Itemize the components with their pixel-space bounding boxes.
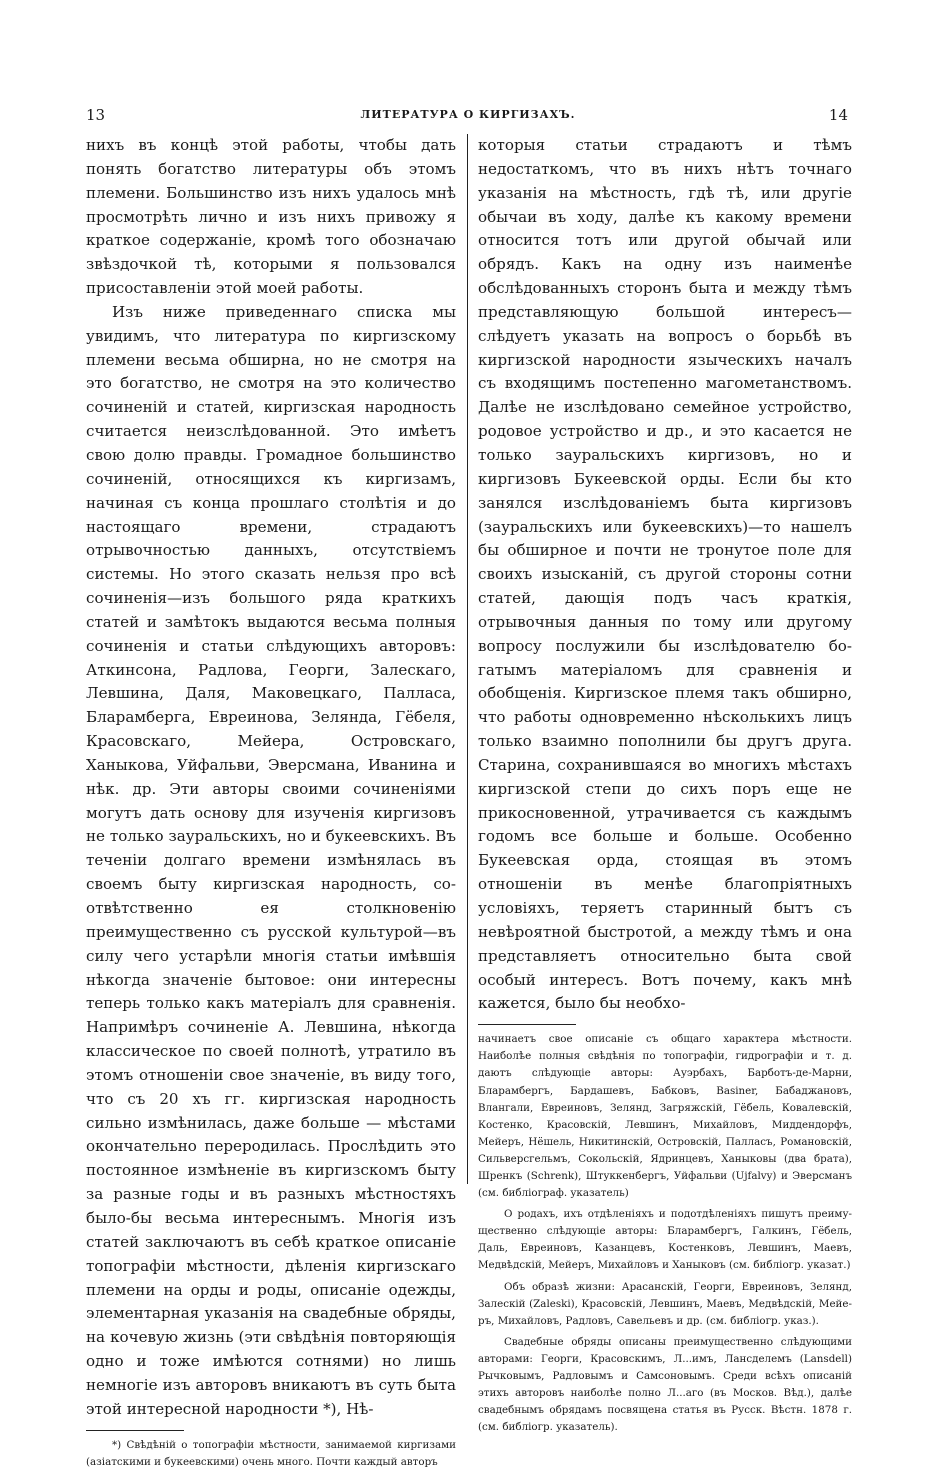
left-paragraph-1: нихъ въ концѣ этой работы, чтобы дать понять богатство литературы объ этомъ племени. Большинство изъ нихъ удалось мнѣ просмотрѣть лично и изъ нихъ привожу я краткое содержаніе, кромѣ того обозначаю звѣздочкой тѣ, которыми я пользовался присоставленіи этой моей работы. [86, 136, 456, 298]
right-footnote-1: начинаетъ свое описаніе съ общаго характера мѣстности. Наиболѣе полныя свѣдѣнія по топографіи, гидрографіи и т. д. даютъ слѣдующіе авторы: Ауэрбахъ, Барботъ-де-Марни, Бларамбергъ, Бардашевъ, Бабковъ, Basiner, Бабаджановъ, Влангали, Евреиновъ, Зелянд, Загряжскій, Гёбель, Ковалевскій, Костенко, Красовскій, Левшинъ, Михайловъ, Миддендорфъ, Мейеръ, Нёшель, Никитинскій, Островскій, Палласъ, Романовскій, Сильверсгельмъ, Сокольскій, Ядринцевъ, Ханыковы (два брата), Шренкъ (Schrenk), Штуккенбергъ, Уйфальви (Ujfalvy) и Эверсманъ (см. библіограф. указатель) [478, 1033, 852, 1200]
right-column [478, 134, 852, 1436]
right-footnote-2: О родахъ, ихъ отдѣленіяхъ и подотдѣленіяхъ пишутъ преимущественно слѣдующіе авторы: Бларамбергъ, Галкинъ, Гёбель, Даль, Евреиновъ, Казанцевъ, Костенковъ, Левшинъ, Маевъ, Медвѣдскій, Мейеръ, Михайловъ и Ханыковъ (см. библіогр. указат.) [478, 1208, 852, 1272]
page-number-left: 13 [86, 106, 106, 124]
running-title: ЛИТЕРАТУРА О КИРГИЗАХЪ. [360, 108, 576, 121]
right-footnote-3: Объ образѣ жизни: Арасанскій, Георги, Евреиновъ, Зелянд, Залескій (Zaleski), Красовскій, Левшинъ, Маевъ, Медвѣдскій, Мейеръ, Михайловъ, Радловъ, Савельевъ и др. (см. библіогр. указ.). [478, 1280, 852, 1327]
left-column [86, 134, 456, 1471]
right-footnote-4: Свадебные обряды описаны преимущественно слѣдующими авторами: Георги, Красовскимъ, Л...имъ, Лансделемъ (Lansdell) Рычковымъ, Радловымъ и Самсоновымъ. Среди всѣхъ описаній этихъ авторовъ наиболѣе полно Л...аго (въ Москов. Вѣд.), далѣе свадебнымъ обрядамъ посвящена статья въ Русск. Вѣстн. 1878 г. (см. библіогр. указатель). [478, 1335, 852, 1434]
left-footnote-1: *) Свѣдѣній о топографіи мѣстности, занимаемой киргизами (азіатскими и букеевскими) очень много. Почти каждый авторъ [86, 1438, 456, 1468]
column-divider [467, 134, 468, 1184]
left-paragraph-2: Изъ ниже приведеннаго списка мы увидимъ, что литература по киргизскому племени весьма обширна, но не смотря на это богатство, не смотря на это количество сочиненій и статей, киргизская народность считается неизслѣдованной. Это имѣетъ свою долю правды. Громадное большинство сочиненій, относящихся къ киргизамъ, начиная съ конца прошлаго столѣтія и до настоящаго времени, страдаютъ отрывочностью данныхъ, отсутствіемъ системы. Но этого сказать нельзя про всѣ сочиненія—изъ большого ряда краткихъ статей и замѣтокъ выдаются весьма полныя сочиненія и статьи слѣдующихъ авторовъ: Аткинсона, Радлова, Георги, Залескаго, Левшина, Даля, Маковецкаго, Палласа, Бларамберга, Евреинова, Зелянда, Гёбеля, Красовскаго, Мейера, Островскаго, Ханыкова, Уйфальви, Эверсмана, Иванина и нѣк. др. Эти авторы своими сочиненіями могутъ дать основу для изученія киргизовъ не только зауральскихъ, но и букеевскихъ. Въ теченіи долгаго времени измѣнялась въ своемъ быту киргизская народность, соотвѣтственно ея столкновенію преимущественно съ русской культурой—въ силу чего устарѣли многія статьи имѣвшія нѣкогда значеніе бытовое: они интересны теперь только какъ матеріалъ для сравненія. Напримѣръ сочиненіе А. Левшина, нѣкогда классическое по своей полнотѣ, утратило въ этомъ отношеніи свое значеніе, въ виду того, что съ 20 хъ гг. киргизская народность сильно измѣнилась, даже больше — мѣстами окончательно переродилась. Прослѣдить это постоянное измѣненіе въ киргизскомъ быту за разные годы и въ разныхъ мѣстностяхъ было-бы весьма интереснымъ. Многія изъ статей заключаютъ въ себѣ краткое описаніе топографіи мѣстности, дѣленія киргизскаго племени на орды и роды, описаніе одежды, элементарная указанія на свадебные обряды, на кочевую жизнь (эти свѣдѣнія повторяющія одно и тоже имѣются сотнями) но лишь немногіе изъ авторовъ вникаютъ въ суть быта этой интересной народности *), Нѣ- [86, 302, 456, 1418]
page-number-right: 14 [828, 106, 848, 124]
footnote-rule-left [86, 1430, 184, 1431]
footnote-rule-right [478, 1024, 576, 1025]
right-paragraph-1: которыя статьи страдаютъ и тѣмъ недостаткомъ, что въ нихъ нѣтъ точнаго указанія на мѣстность, гдѣ тѣ, или другіе обычаи въ ходу, далѣе къ какому времени относится тотъ или другой обычай или обрядъ. Какъ на одну изъ наименѣе обслѣдованныхъ сторонъ быта и между тѣмъ представляющую большой интересъ—слѣдуетъ указать на вопросъ о борьбѣ въ киргизской народности языческихъ началъ съ входящимъ постепенно магометанствомъ. Далѣе не изслѣдовано семейное устройство, родовое устройство и др., и это касается не только зауральскихъ киргизовъ, но и киргизовъ Букеевской орды. Если бы кто занялся изслѣдованіемъ быта киргизовъ (зауральскихъ или букеевскихъ)—то нашелъ бы обширное и почти не тронутое поле для своихъ изысканій, съ другой стороны сотни статей, дающія подъ часъ краткія, отрывочныя данныя по тому или другому вопросу послужили бы изслѣдователю богатымъ матеріаломъ для сравненія и обобщенія. Киргизское племя такъ обширно, что работы одновременно нѣсколькихъ лицъ только взаимно пополнили бы другъ друга. Старина, сохранившаяся во многихъ мѣстахъ киргизской степи до сихъ поръ еще не прикосновенной, утрачивается съ каждымъ годомъ все больше и больше. Особенно Букеевская орда, стоящая въ этомъ отношеніи въ менѣе благопріятныхъ условіяхъ, теряетъ старинный бытъ съ невѣроятной быстротой, а между тѣмъ и она представляетъ относительно быта свой особый интересъ. Вотъ почему, какъ мнѣ кажется, было бы необхо- [478, 136, 852, 1013]
